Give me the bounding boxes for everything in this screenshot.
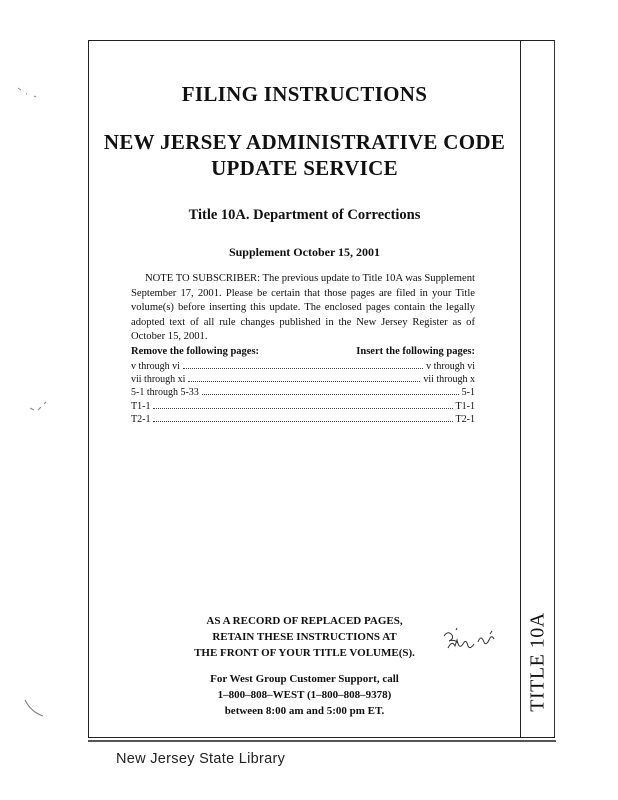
insert-pages: T1-1 xyxy=(455,400,475,412)
insert-pages: vii through x xyxy=(423,374,475,386)
insert-header: Insert the following pages: xyxy=(356,346,475,357)
library-stamp: New Jersey State Library xyxy=(116,751,286,767)
supplement-date: Supplement October 15, 2001 xyxy=(228,245,381,259)
code-name-line1: NEW JERSEY ADMINISTRATIVE CODE xyxy=(103,130,506,154)
remove-pages: 5-1 through 5-33 xyxy=(131,387,199,399)
page-title: FILING INSTRUCTIONS xyxy=(181,82,428,106)
code-name-line2: UPDATE SERVICE xyxy=(211,156,398,180)
support-phone: 1–800–808–WEST (1–800–808–9378) xyxy=(217,689,392,701)
remove-pages: T1-1 xyxy=(131,400,151,412)
remove-header: Remove the following pages: xyxy=(131,346,260,357)
subscriber-note-text: NOTE TO SUBSCRIBER: The previous update to Title 10A was Supplement September 17, 2001. Please be certain that those pages are filed in your Title volume(s) before inserting this update. The enclosed pages contain the legally adopted text of all rule changes published in the New Jersey Register as of October 15, 2001. xyxy=(131,273,475,342)
tab-label: TITLE 10A xyxy=(526,612,549,712)
record-line: AS A RECORD OF REPLACED PAGES, xyxy=(206,615,403,627)
remove-pages: v through vi xyxy=(131,361,180,372)
insert-pages: v through vi xyxy=(426,361,475,372)
remove-pages: T2-1 xyxy=(131,413,151,425)
record-line: THE FRONT OF YOUR TITLE VOLUME(S). xyxy=(194,647,415,659)
remove-pages: vii through xi xyxy=(131,374,186,386)
title-heading: Title 10A. Department of Corrections xyxy=(188,207,421,223)
insert-pages: T2-1 xyxy=(455,413,475,425)
support-hours: between 8:00 am and 5:00 pm ET. xyxy=(224,705,385,717)
support-line: For West Group Customer Support, call xyxy=(210,673,399,685)
insert-pages: 5-1 xyxy=(461,387,475,399)
record-line: RETAIN THESE INSTRUCTIONS AT xyxy=(212,631,397,643)
